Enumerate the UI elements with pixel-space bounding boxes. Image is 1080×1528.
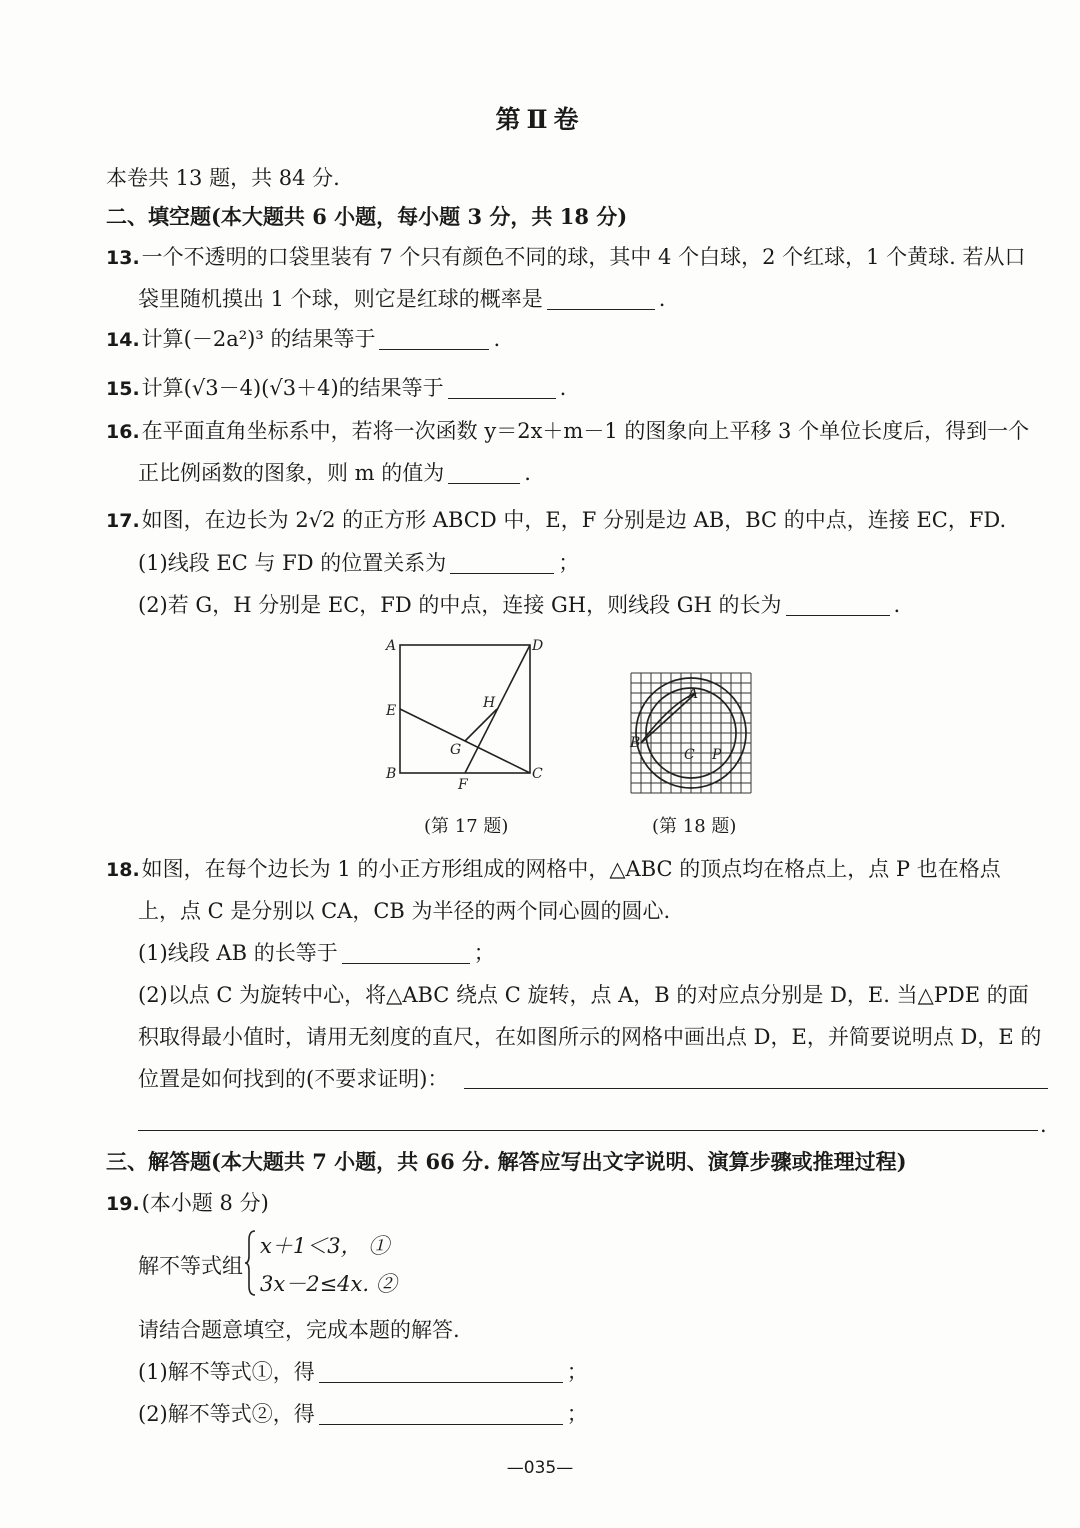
question-19-step2: (2)解不等式②，得 ； (138, 1402, 588, 1426)
question-text: 正比例函数的图象，则 m 的值为 (138, 461, 445, 485)
question-16-line2: 正比例函数的图象，则 m 的值为 . (138, 461, 531, 485)
inequality-label: 解不等式组 (138, 1254, 243, 1278)
intro-text: 本卷共 13 题，共 84 分. (106, 166, 340, 190)
answer-blank[interactable] (379, 327, 489, 350)
section-title: 第Ⅱ卷 (495, 105, 585, 134)
figure-18-grid (626, 668, 776, 798)
label-d: D (532, 638, 544, 654)
label-e: E (386, 703, 397, 719)
answer-blank[interactable] (448, 461, 520, 484)
question-number: 18. (106, 859, 140, 881)
label-p: P (712, 747, 722, 763)
question-14: 14.计算(－2a²)³ 的结果等于 . (106, 327, 501, 351)
label-h: H (483, 695, 496, 711)
label-a: A (386, 638, 397, 654)
label-b: B (386, 766, 397, 782)
answer-blank[interactable] (786, 593, 890, 616)
question-18-part2-line2: 积取得最小值时，请用无刻度的直尺，在如图所示的网格中画出点 D，E，并简要说明点 D，E 的 (138, 1025, 1042, 1049)
label-c: C (532, 766, 543, 782)
question-17-part1: (1)线段 EC 与 FD 的位置关系为 ； (138, 551, 580, 575)
question-number: 14. (106, 329, 140, 351)
question-18-line2: 上，点 C 是分别以 CA，CB 为半径的两个同心圆的圆心. (138, 899, 671, 923)
answer-blank[interactable] (319, 1360, 563, 1383)
label-g: G (450, 742, 462, 758)
question-19-instruction: 请结合题意填空，完成本题的解答. (138, 1318, 460, 1342)
question-13-line2: 袋里随机摸出 1 个球，则它是红球的概率是 . (138, 287, 666, 311)
question-text: (2)解不等式②，得 (138, 1402, 315, 1426)
label-b: B (630, 735, 641, 751)
question-15: 15.计算(√3－4)(√3＋4)的结果等于 . (106, 376, 567, 400)
segment-gh (465, 709, 497, 741)
page-number: —035— (506, 1458, 574, 1478)
question-16 (106, 416, 1029, 447)
figure-17-caption: (第 17 题) (424, 816, 509, 837)
question-text: 袋里随机摸出 1 个球，则它是红球的概率是 (138, 287, 543, 311)
question-text: 如图，在边长为 2√2 的正方形 ABCD 中，E，F 分别是边 AB，BC 的中点，连接 EC，FD. (141, 508, 1007, 532)
question-19 (106, 1188, 269, 1219)
question-text: (1)解不等式①，得 (138, 1360, 315, 1384)
question-text: (2)若 G，H 分别是 EC，FD 的中点，连接 GH，则线段 GH 的长为 (138, 593, 782, 617)
question-number: 17. (106, 510, 140, 532)
label-f: F (458, 777, 468, 793)
question-13 (106, 242, 1026, 273)
question-text: (1)线段 AB 的长等于 (138, 941, 338, 965)
question-number: 19. (106, 1193, 140, 1215)
question-17 (106, 505, 1006, 536)
question-text: (1)线段 EC 与 FD 的位置关系为 (138, 551, 447, 575)
left-brace-icon (244, 1230, 256, 1296)
inequality-2: 3x－2≤4x. ② (260, 1272, 397, 1296)
label-a: A (688, 686, 699, 702)
question-18-part1: (1)线段 AB 的长等于 ； (138, 941, 495, 965)
inequality-1: x＋1＜3， ① (260, 1234, 390, 1258)
part3-heading: 三、解答题(本大题共 7 小题，共 66 分. 解答应写出文字说明、演算步骤或推理过程) (106, 1149, 907, 1174)
label-c: C (684, 747, 695, 763)
question-18-part2-line1: (2)以点 C 为旋转中心，将△ABC 绕点 C 旋转，点 A，B 的对应点分别是 D，E. 当△PDE 的面 (138, 983, 1029, 1007)
answer-blank[interactable] (319, 1402, 563, 1425)
question-18-part2-line3: 位置是如何找到的(不要求证明)： (138, 1067, 449, 1091)
part2-heading: 二、填空题(本大题共 6 小题，每小题 3 分，共 18 分) (106, 204, 628, 229)
square-abcd (400, 645, 530, 773)
question-text: 一个不透明的口袋里装有 7 个只有颜色不同的球，其中 4 个白球，2 个红球，1 个黄球. 若从口 (141, 245, 1026, 269)
question-17-part2: (2)若 G，H 分别是 EC，FD 的中点，连接 GH，则线段 GH 的长为 . (138, 593, 901, 617)
question-text: 在平面直角坐标系中，若将一次函数 y＝2x＋m－1 的图象向上平移 3 个单位长度后，得到一个 (141, 419, 1030, 443)
question-18 (106, 854, 1001, 885)
question-number: 16. (106, 421, 140, 443)
question-19-step1: (1)解不等式①，得 ； (138, 1360, 588, 1384)
answer-blank[interactable] (547, 287, 655, 310)
question-text: 计算(√3－4)(√3＋4)的结果等于 (141, 376, 444, 400)
question-points: (本小题 8 分) (141, 1191, 269, 1215)
line-end-period: . (1040, 1113, 1047, 1137)
answer-line[interactable] (464, 1088, 1048, 1089)
question-text: 计算(－2a²)³ 的结果等于 (141, 327, 376, 351)
answer-blank[interactable] (342, 941, 470, 964)
answer-blank[interactable] (448, 376, 556, 399)
answer-line[interactable] (138, 1130, 1038, 1131)
segment-fd (465, 645, 530, 773)
question-number: 15. (106, 378, 140, 400)
figure-17-square (380, 632, 560, 800)
figure-18-caption: (第 18 题) (652, 816, 737, 837)
answer-blank[interactable] (450, 551, 554, 574)
question-text: 如图，在每个边长为 1 的小正方形组成的网格中，△ABC 的顶点均在格点上，点 P 也在格点 (141, 857, 1001, 881)
question-number: 13. (106, 247, 140, 269)
